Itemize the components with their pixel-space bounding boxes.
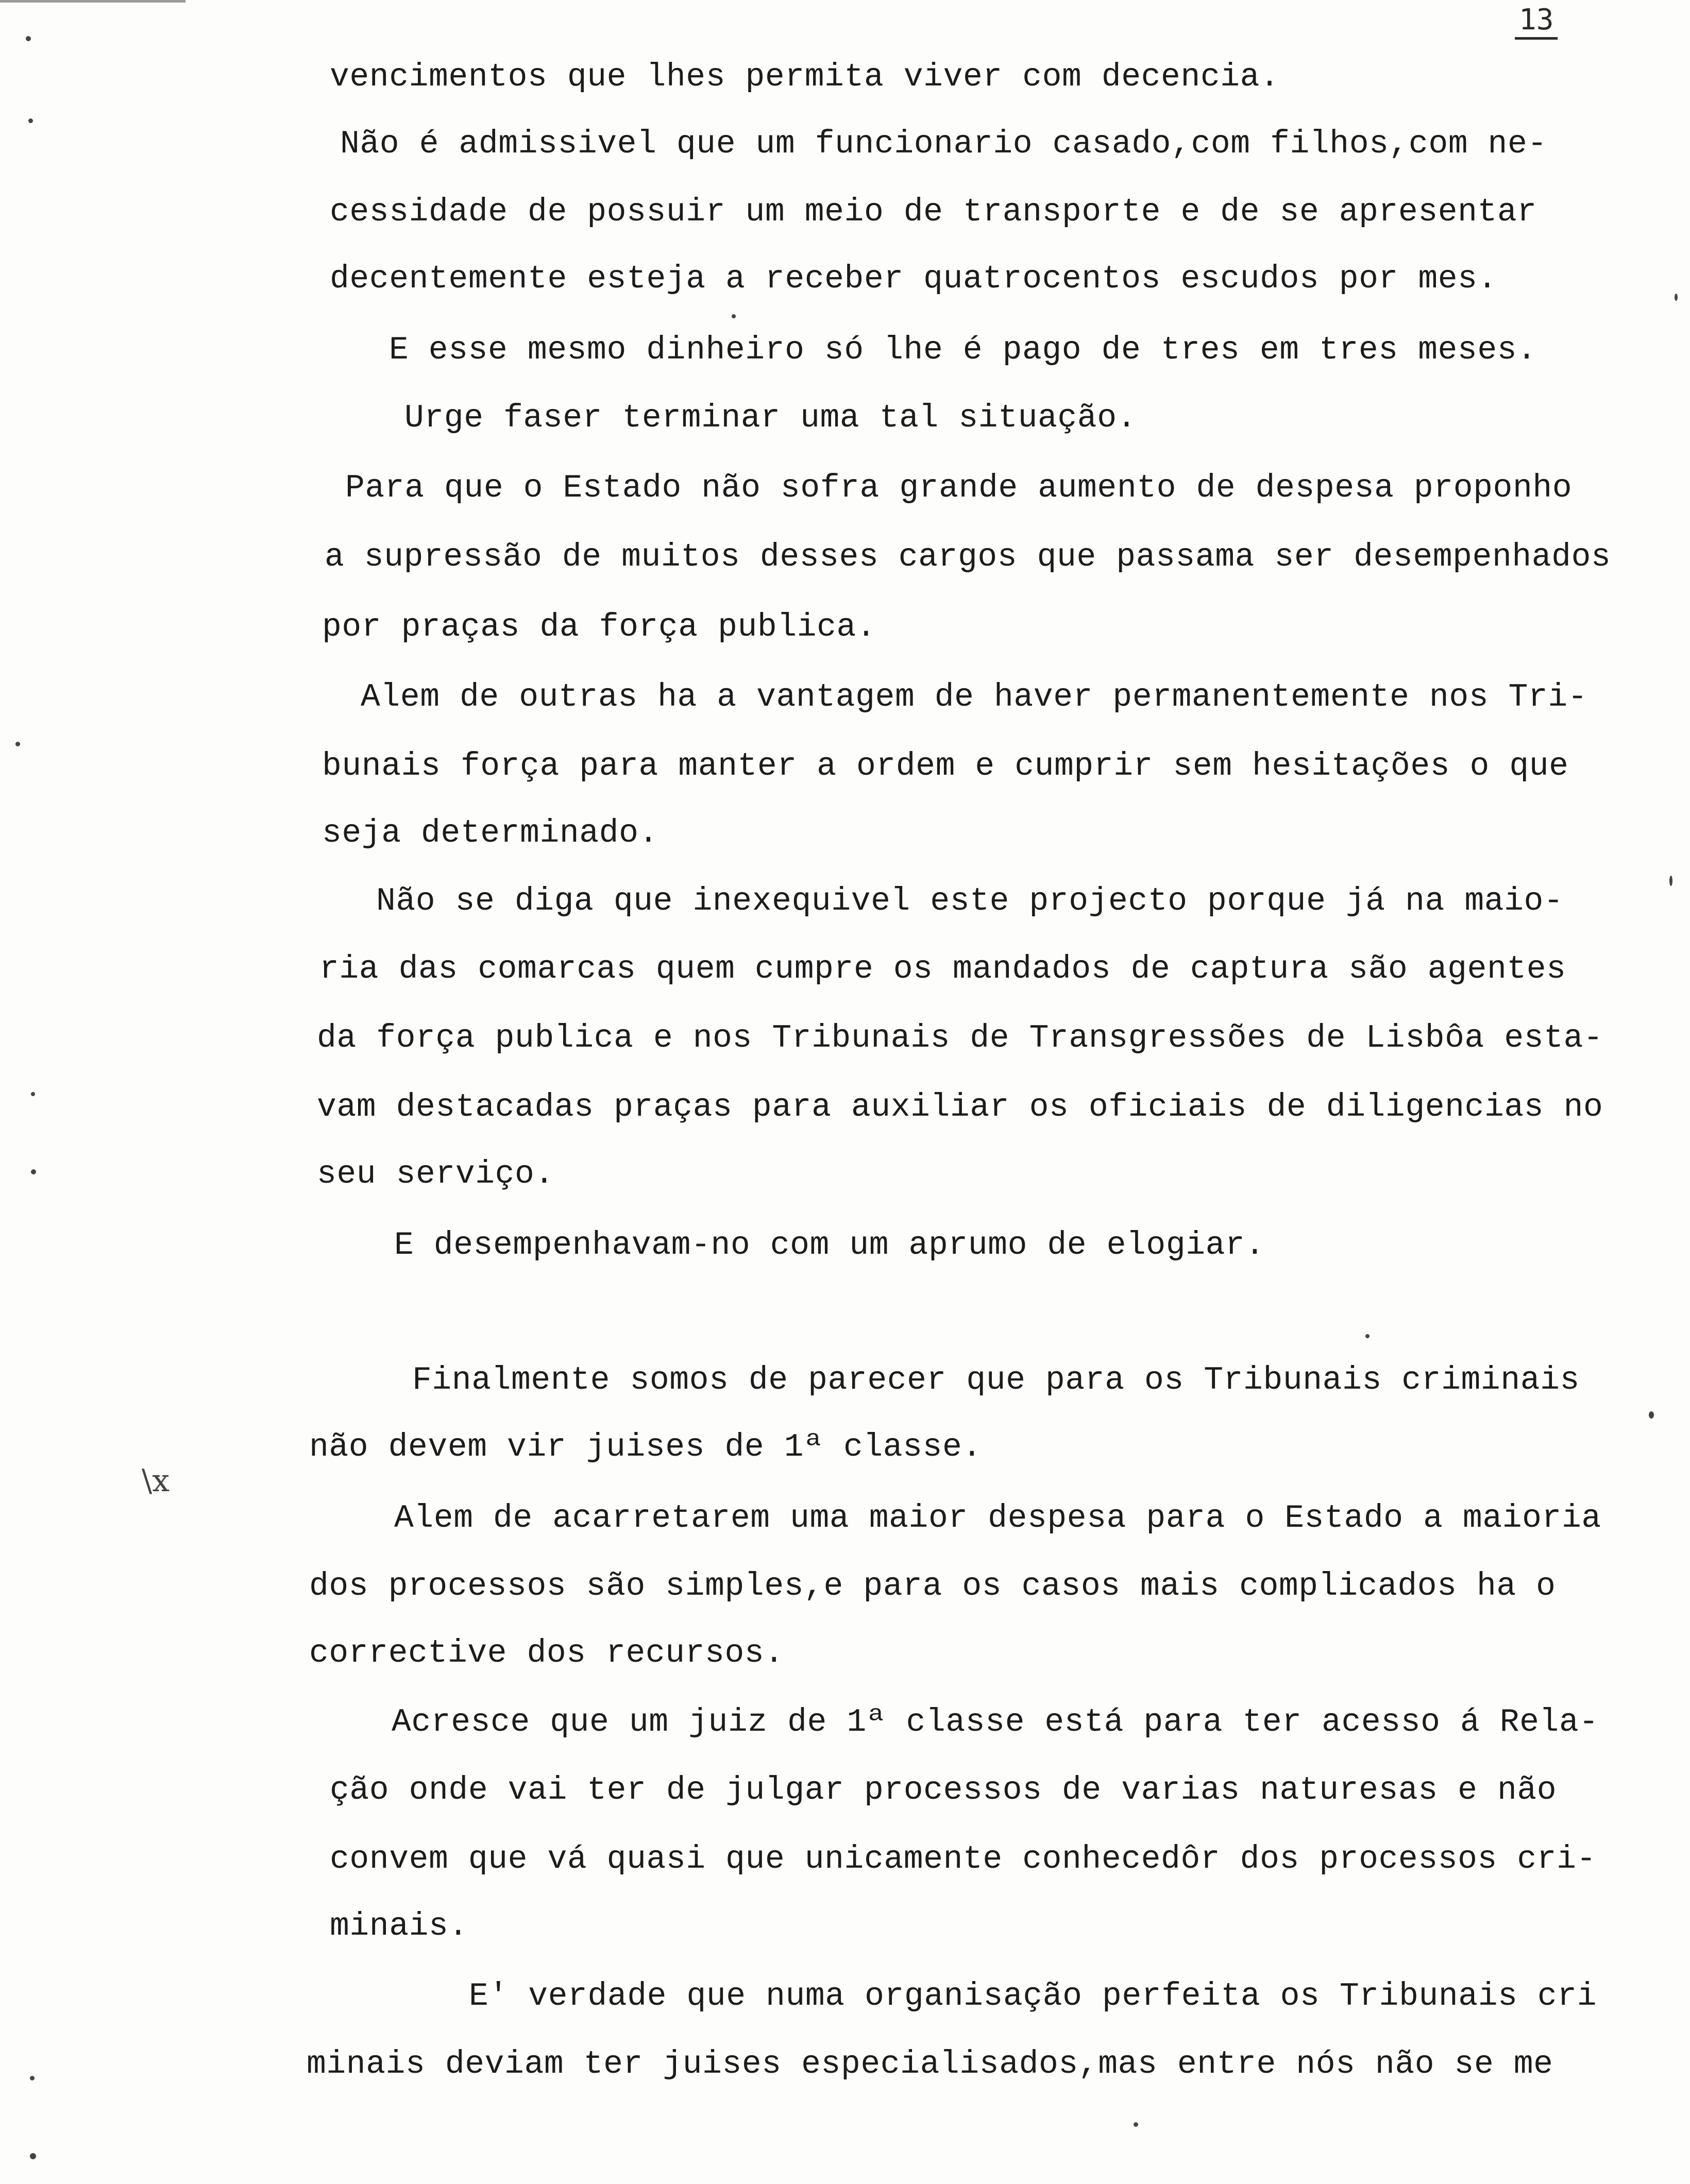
speck — [1649, 1411, 1654, 1419]
text-line-5: E esse mesmo dinheiro só lhe é pago de tres em tres meses. — [389, 332, 1537, 368]
text-line-29: minais deviam ter juises especialisados,mas entre nós não se me — [307, 2046, 1553, 2083]
text-line-17: seu serviço. — [317, 1156, 554, 1192]
text-line-8: a supressão de muitos desses cargos que passama ser desempenhados — [325, 539, 1611, 575]
speck — [26, 36, 31, 41]
speck — [1365, 1334, 1370, 1338]
text-line-15: da força publica e nos Tribunais de Transgressões de Lisbôa esta- — [317, 1020, 1603, 1056]
margin-mark: \x — [142, 1463, 170, 1499]
text-line-1: vencimentos que lhes permita viver com decencia. — [330, 59, 1280, 95]
page-number: 13 — [1515, 3, 1558, 40]
text-line-21: Alem de acarretarem uma maior despesa para o Estado a maioria — [394, 1500, 1601, 1537]
speck — [732, 314, 736, 318]
speck — [15, 742, 20, 746]
text-line-28: E' verdade que numa organisação perfeita os Tribunais cri — [469, 1978, 1597, 2015]
text-line-18: E desempenhavam-no com um aprumo de elogiar. — [394, 1227, 1265, 1264]
text-line-6: Urge faser terminar uma tal situação. — [404, 400, 1137, 436]
text-line-3: cessidade de possuir um meio de transporte e de se apresentar — [330, 194, 1537, 230]
text-line-23: corrective dos recursos. — [309, 1635, 784, 1671]
speck — [28, 118, 33, 123]
speck — [1669, 876, 1672, 886]
speck — [30, 2076, 35, 2080]
speck — [30, 2153, 36, 2159]
text-line-4: decentemente esteja a receber quatrocentos escudos por mes. — [330, 261, 1497, 297]
text-line-13: Não se diga que inexequivel este projecto porque já na maio- — [376, 883, 1564, 919]
text-line-27: minais. — [330, 1908, 468, 1944]
top-edge-rule — [0, 0, 185, 3]
text-line-26: convem que vá quasi que unicamente conhecedôr dos processos cri- — [330, 1841, 1596, 1878]
text-line-12: seja determinado. — [322, 815, 658, 851]
speck — [31, 1092, 35, 1096]
text-line-20: não devem vir juises de 1ª classe. — [309, 1429, 982, 1465]
text-line-9: por praças da força publica. — [322, 609, 876, 645]
text-line-10: Alem de outras ha a vantagem de haver permanentemente nos Tri- — [361, 679, 1588, 715]
text-line-22: dos processos são simples,e para os casos mais complicados ha o — [309, 1568, 1556, 1605]
text-line-11: bunais força para manter a ordem e cumprir sem hesitações o que — [322, 748, 1569, 784]
text-line-19: Finalmente somos de parecer que para os Tribunais criminais — [412, 1362, 1580, 1398]
text-line-7: Para que o Estado não sofra grande aumento de despesa proponho — [345, 470, 1573, 506]
speck — [1134, 2122, 1138, 2127]
speck — [31, 1169, 36, 1174]
text-line-25: ção onde vai ter de julgar processos de varias naturesas e não — [330, 1772, 1557, 1808]
speck — [1675, 294, 1678, 301]
text-line-14: ria das comarcas quem cumpre os mandados de captura são agentes — [319, 951, 1566, 987]
text-line-16: vam destacadas praças para auxiliar os oficiais de diligencias no — [317, 1089, 1603, 1125]
text-line-2: Não é admissivel que um funcionario casado,com filhos,com ne- — [340, 126, 1547, 162]
text-line-24: Acresce que um juiz de 1ª classe está para ter acesso á Rela- — [392, 1704, 1599, 1741]
